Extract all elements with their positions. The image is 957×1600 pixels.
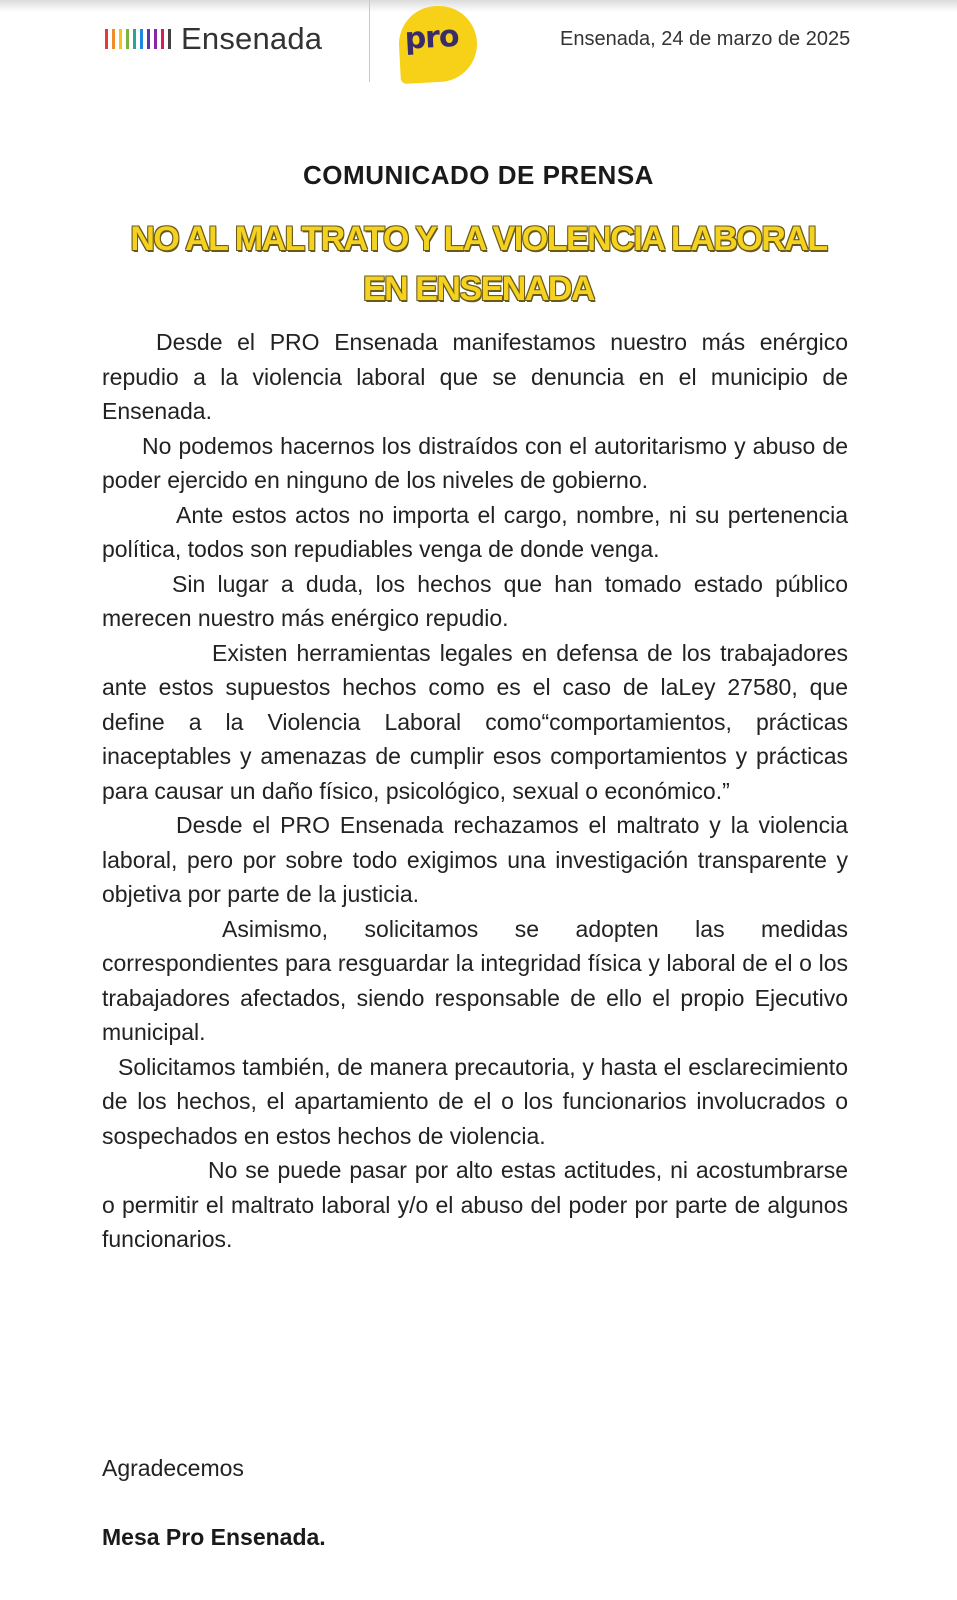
logo-bar	[168, 29, 171, 49]
paragraph-4: Sin lugar a duda, los hechos que han tomado estado público merecen nuestro más enérgico repudio.	[102, 570, 848, 631]
closing-line: Agradecemos	[102, 1455, 244, 1481]
paragraph-1: Desde el PRO Ensenada manifestamos nuestro más enérgico repudio a la violencia laboral que se denuncia en el municipio de Ensenada.	[102, 329, 848, 424]
logo-bar	[161, 29, 164, 49]
paragraph-7: Asimismo, solicitamos se adopten las medidas correspondientes para resguardar la integridad física y laboral de el o los trabajadores afectados, siendo responsable de ello el propio Ejecutivo municipal.	[102, 915, 848, 1045]
headline-line-1: NO AL MALTRATO Y LA VIOLENCIA LABORAL	[130, 220, 827, 258]
logo-bar	[126, 29, 129, 49]
paragraph-6: Desde el PRO Ensenada rechazamos el maltrato y la violencia laboral, pero por sobre todo exigimos una investigación transparente y objetiva por parte de la justicia.	[102, 812, 848, 907]
ensenada-brand-text: Ensenada	[181, 21, 323, 56]
logo-bar	[119, 29, 122, 49]
color-bars-icon	[105, 27, 175, 51]
paragraph-2: No podemos hacernos los distraídos con el autoritarismo y abuso de poder ejercido en ninguno de los niveles de gobierno.	[102, 432, 848, 493]
ensenada-logo	[105, 22, 322, 56]
logo-bar	[133, 29, 136, 49]
headline-line-2: EN ENSENADA	[363, 270, 594, 308]
paragraph-9: No se puede pasar por alto estas actitudes, ni acostumbrarse o permitir el maltrato laboral y/o el abuso del poder por parte de algunos funcionarios.	[102, 1157, 848, 1252]
document-date: Ensenada, 24 de marzo de 2025	[560, 28, 851, 50]
pro-party-logo	[397, 4, 479, 84]
paragraph-5: Existen herramientas legales en defensa de los trabajadores ante estos supuestos hechos como es el caso de laLey 27580, que define a la Violencia Laboral como“comportamientos, prácticas inaceptables y amenazas de cumplir esos comportamientos y prácticas para causar un daño físico, psicológico, sexual o económico.”	[102, 639, 848, 804]
pro-logo-text: pro	[403, 18, 460, 57]
logo-bar	[154, 29, 157, 49]
press-release-heading: COMUNICADO DE PRENSA	[303, 160, 654, 190]
header-divider	[369, 0, 370, 82]
logo-bar	[140, 29, 143, 49]
paragraph-3: Ante estos actos no importa el cargo, nombre, ni su pertenencia política, todos son repudiables venga de donde venga.	[102, 501, 848, 562]
logo-bar	[105, 29, 108, 49]
letterhead	[0, 0, 957, 90]
signature: Mesa Pro Ensenada.	[102, 1524, 326, 1550]
paragraph-8: Solicitamos también, de manera precautoria, y hasta el esclarecimiento de los hechos, el apartamiento de el o los funcionarios involucrados o sospechados en estos hechos de violencia.	[102, 1053, 848, 1149]
press-release-body	[102, 325, 848, 1257]
logo-bar	[112, 29, 115, 49]
logo-bar	[147, 29, 150, 49]
